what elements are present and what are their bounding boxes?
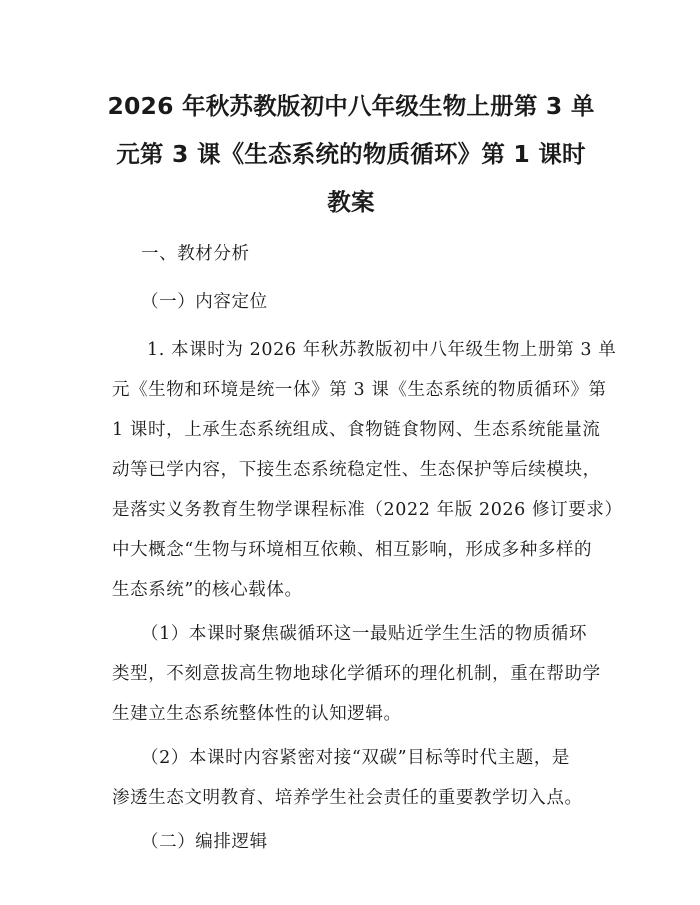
paragraph-line: 生态系统”的核心载体。 xyxy=(112,580,303,600)
subsection-heading: （二）编排逻辑 xyxy=(141,832,268,852)
subsection-heading: （一）内容定位 xyxy=(141,292,268,312)
document-title xyxy=(96,82,606,226)
paragraph-line: 类型，不刻意拔高生物地球化学循环的理化机制，重在帮助学 xyxy=(112,664,601,684)
paragraph-line: 元《生物和环境是统一体》第 3 课《生态系统的物质循环》第 xyxy=(112,380,607,400)
paragraph-line: 是落实义务教育生物学课程标准（2022 年版 2026 修订要求） xyxy=(112,500,623,520)
paragraph-line: 1 课时，上承生态系统组成、食物链食物网、生态系统能量流 xyxy=(112,420,601,440)
paragraph-line: 生建立生态系统整体性的认知逻辑。 xyxy=(112,704,402,724)
section-heading: 一、教材分析 xyxy=(141,244,250,264)
title-line: 元第 3 课《生态系统的物质循环》第 1 课时 xyxy=(116,140,586,168)
paragraph-line: 渗透生态文明教育、培养学生社会责任的重要教学切入点。 xyxy=(112,788,583,808)
paragraph-line: 中大概念“生物与环境相互依赖、相互影响，形成多种多样的 xyxy=(112,540,593,560)
paragraph-line: 1. 本课时为 2026 年秋苏教版初中八年级生物上册第 3 单 xyxy=(147,340,617,360)
paragraph-line: （2）本课时内容紧密对接“双碳”目标等时代主题，是 xyxy=(141,748,571,768)
paragraph-line: 动等已学内容，下接生态系统稳定性、生态保护等后续模块， xyxy=(112,460,601,480)
title-line: 教案 xyxy=(327,188,375,216)
paragraph-line: （1）本课时聚焦碳循环这一最贴近学生生活的物质循环 xyxy=(141,624,588,644)
title-line: 2026 年秋苏教版初中八年级生物上册第 3 单 xyxy=(107,92,595,120)
